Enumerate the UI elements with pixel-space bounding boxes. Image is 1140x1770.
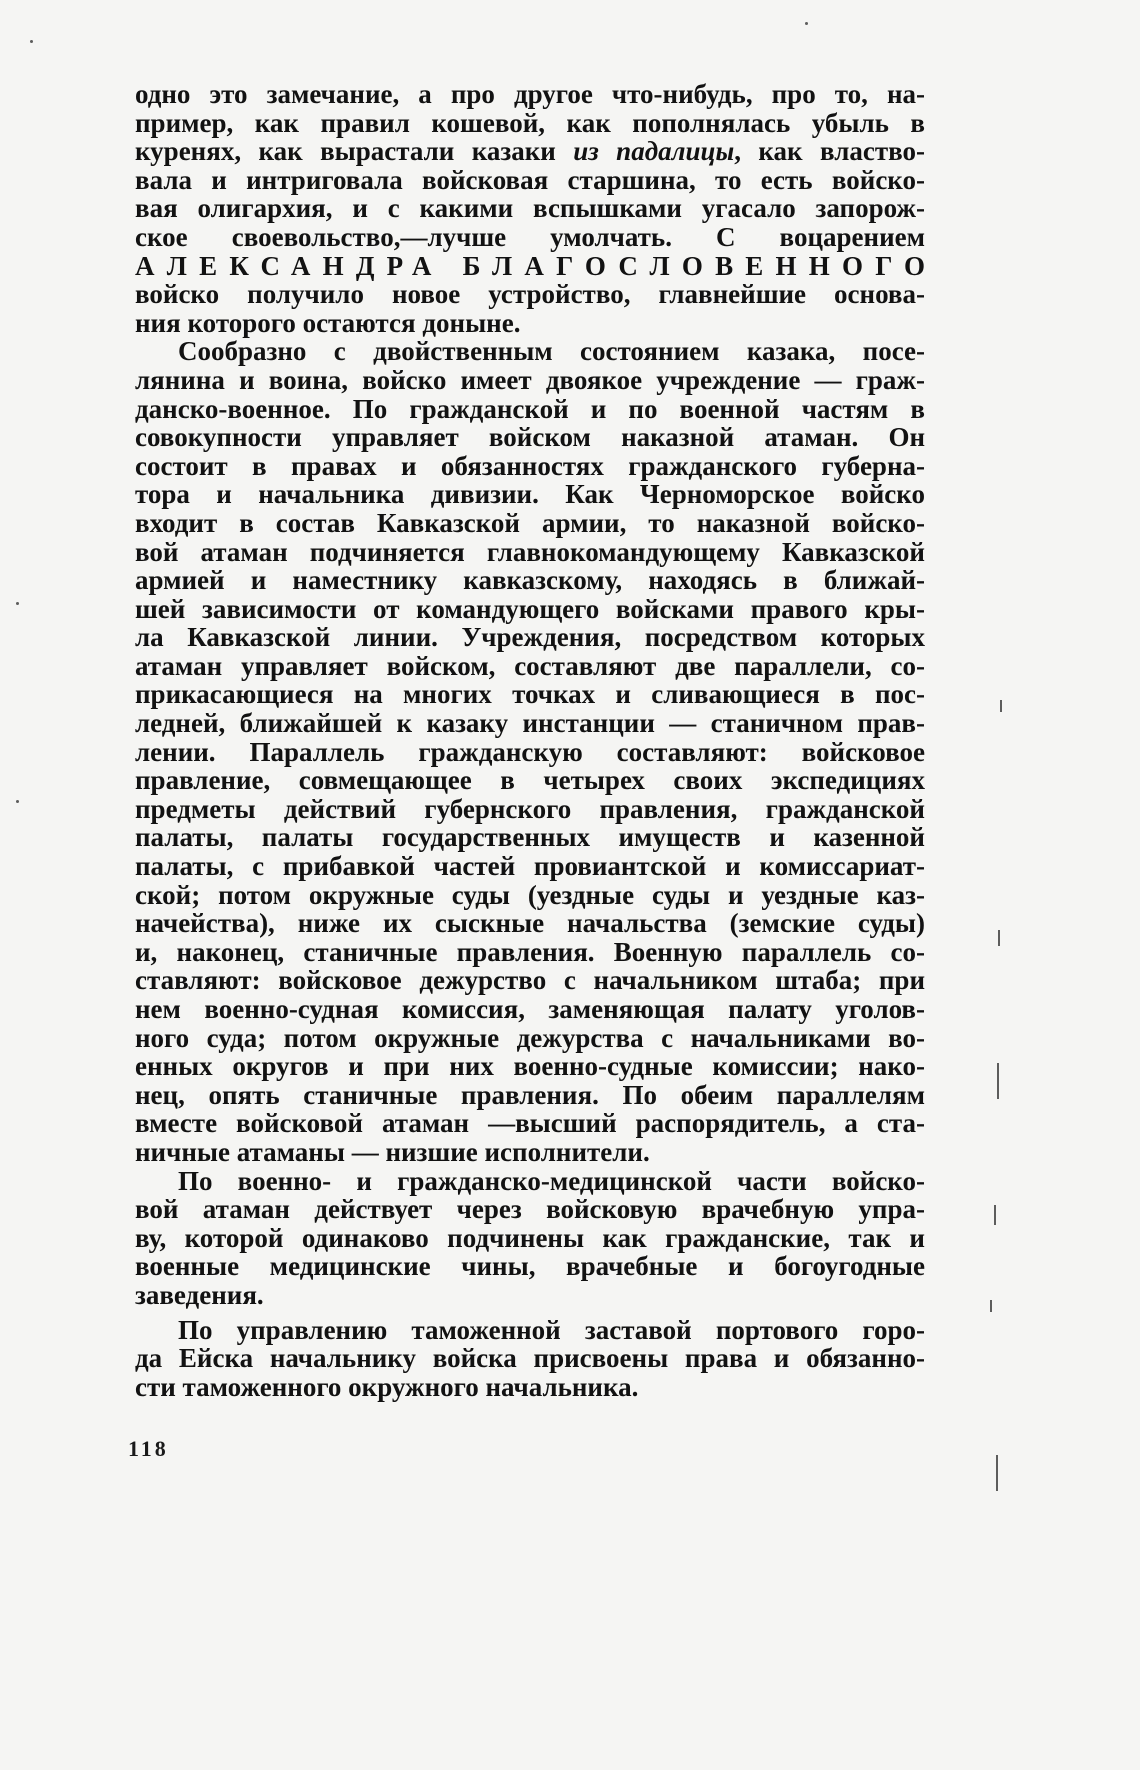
text-line: Сообразно с двойственным состоянием казака, посе- [178,336,925,367]
text-line: предметы действий губернского правления, гражданской [135,793,925,824]
text-line: вая олигархия, и с какими вспышками угасало запорож- [135,193,925,224]
text-line: лении. Параллель гражданскую составляют: войсковое [135,736,925,767]
text-line: атаман управляет войском, составляют две параллели, со- [135,650,925,681]
text-segment: , как властво- [734,136,925,167]
text-line: прикасающиеся на многих точках и сливающиеся в пос- [135,679,925,710]
text-line: ское своевольство,—лучше умолчать. С воцарением [135,221,925,252]
text-line: армией и наместнику кавказскому, находясь в ближай- [135,565,925,596]
scan-artifact [998,930,1000,946]
text-line: ла Кавказской линии. Учреждения, посредством которых [135,622,925,653]
spaced-caps-line: АЛЕКСАНДРА БЛАГОСЛОВЕННОГО [135,250,938,281]
text-line: войско получило новое устройство, главнейшие основа- [135,279,925,310]
text-line [135,137,925,166]
paragraph [135,1167,925,1310]
text-line: нем военно-судная комиссия, заменяющая палату уголов- [135,994,925,1024]
paragraph [135,337,925,1166]
text-line: совокупности управляет войском наказной атаман. Он [135,422,925,453]
page-text [135,79,938,1402]
scan-speck [16,800,19,803]
text-line: тора и начальника дивизии. Как Черноморское войско [135,479,925,510]
text-line: да Ейска начальнику войска присвоены права и обязанно- [135,1343,925,1374]
text-line: одно это замечание, а про другое что-нибудь, про то, на- [135,79,925,109]
scan-speck [30,40,33,43]
text-segment: куренях, как вырастали казаки [135,136,574,167]
page-number: 118 [128,1436,169,1461]
text-line: вой атаман действует через войсковую врачебную упра- [135,1194,925,1225]
text-line: начейства), ниже их сыскные начальства (земские суды) [135,908,925,939]
text-line: палаты, палаты государственных имуществ и казенной [135,822,925,853]
text-line: входит в состав Кавказской армии, то наказной войско- [135,507,925,538]
text-line: пример, как правил кошевой, как пополнялась убыль в [135,107,925,138]
text-line: лянина и воина, войско имеет двоякое учреждение — граж- [135,364,925,395]
text-line: ледней, ближайшей к казаку инстанции — станичном прав- [135,708,925,739]
text-line: и, наконец, станичные правления. Военную параллель со- [135,936,925,967]
scan-artifact [994,1205,996,1225]
text-line: ву, которой одинаково подчинены как гражданские, так и [135,1222,925,1253]
text-line: вместе войсковой атаман —высший распорядитель, а ста- [135,1108,925,1139]
text-line: енных округов и при них военно-судные комиссии; нако- [135,1051,925,1082]
text-line: По военно- и гражданско-медицинской части войско- [178,1165,925,1196]
text-line: вой атаман подчиняется главнокомандующему Кавказской [135,536,925,567]
text-line: ской; потом окружные суды (уездные суды и уездные каз- [135,879,925,910]
paragraph [135,79,938,338]
scan-artifact [1000,700,1002,712]
text-line: ного суда; потом окружные дежурства с начальниками во- [135,1022,925,1053]
text-line: ния которого остаются доныне. [135,307,521,338]
text-line: правление, совмещающее в четырех своих экспедициях [135,765,925,796]
scan-artifact [997,1063,999,1099]
scan-artifact [996,1455,998,1491]
scan-speck [805,22,808,25]
italic-text-segment: из падалицы [573,136,735,167]
text-line: данско-военное. По гражданской и по военной частям в [135,393,925,424]
scan-speck [16,602,19,605]
text-line: вала и интриговала войсковая старшина, то есть войско- [135,164,925,195]
text-line: шей зависимости от командующего войсками правого кры- [135,593,925,624]
text-line: ставляют: войсковое дежурство с начальником штаба; при [135,965,925,996]
text-line: военные медицинские чины, врачебные и богоугодные [135,1251,925,1282]
text-line: По управлению таможенной заставой портового горо- [178,1314,925,1345]
scan-artifact [990,1300,992,1312]
text-line: ничные атаманы — низшие исполнители. [135,1136,650,1167]
text-line: сти таможенного окружного начальника. [135,1371,639,1402]
text-line: нец, опять станичные правления. По обеим параллелям [135,1079,925,1110]
text-line: состоит в правах и обязанностях гражданского губерна- [135,450,925,481]
paragraph [135,1316,925,1402]
text-line: палаты, с прибавкой частей провиантской и комиссариат- [135,851,925,882]
text-line: заведения. [135,1279,264,1310]
